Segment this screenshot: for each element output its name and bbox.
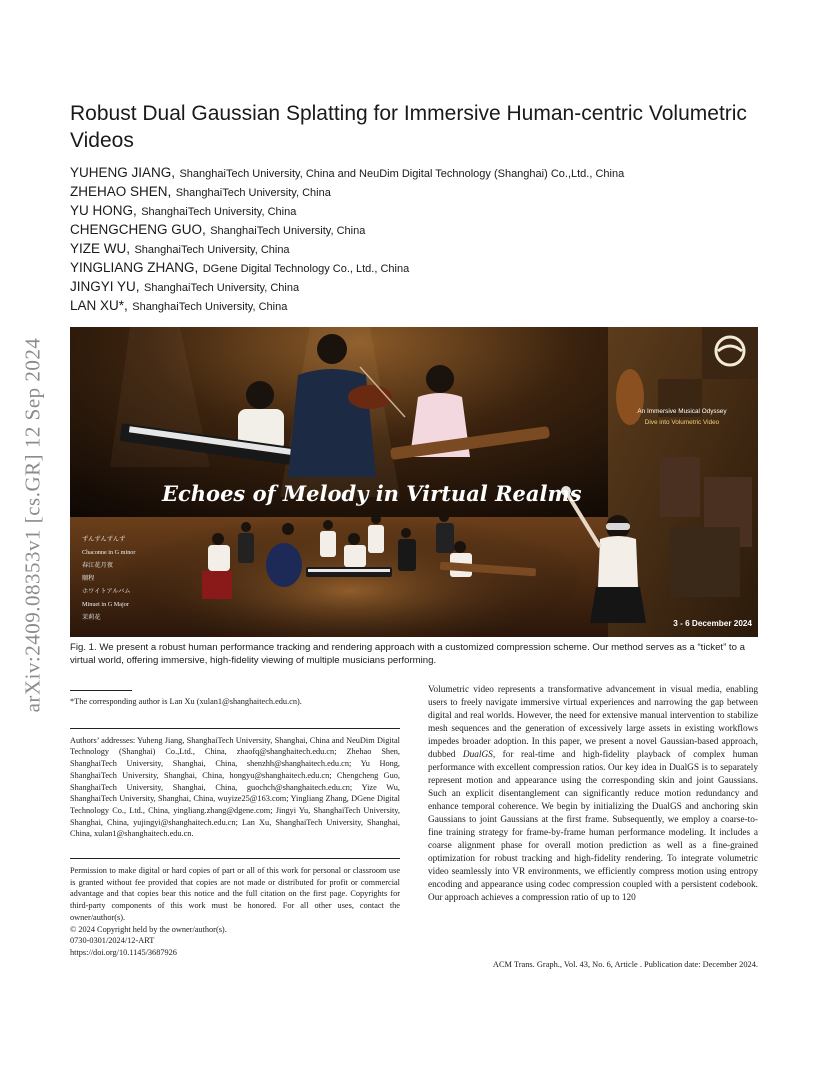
teaser-image xyxy=(70,327,758,637)
paper-title: Robust Dual Gaussian Splatting for Immersive Human-centric Volumetric Videos xyxy=(70,102,747,152)
teaser-banner-title: Echoes of Melody in Virtual Realms xyxy=(162,481,582,506)
separator-rule xyxy=(70,728,400,729)
abstract xyxy=(428,684,758,905)
author-entry xyxy=(70,220,770,239)
permission-notice: Permission to make digital or hard copies of part or all of this work for personal or classroom use is granted without fee provided that copies are not made or distributed for profit or commercial advantage and that copies bear this notice and the full citation on the first page. Copyrights for third-party components of this work must be honored. For all other uses, contact the owner/author(s). xyxy=(70,866,400,922)
front-matter-notes xyxy=(70,690,400,959)
author-affiliation: ShanghaiTech University, China xyxy=(175,187,331,199)
author-name: CHENGCHENG GUO, xyxy=(70,222,206,237)
page-footer: ACM Trans. Graph., Vol. 43, No. 6, Article . Publication date: December 2024. xyxy=(492,960,758,969)
doi-link[interactable]: https://doi.org/10.1145/3687926 xyxy=(70,947,177,957)
teaser-figure xyxy=(70,327,758,637)
setlist-item: 茉莉花 xyxy=(82,614,101,621)
author-entry xyxy=(70,239,770,258)
figure-caption xyxy=(70,641,760,667)
author-entry xyxy=(70,258,770,277)
author-name: YIZE WU, xyxy=(70,241,130,256)
issn-line: 0730-0301/2024/12-ART xyxy=(70,936,155,946)
author-affiliation: ShanghaiTech University, China xyxy=(134,244,290,256)
separator-rule xyxy=(70,858,400,859)
author-entry xyxy=(70,182,770,201)
method-name: DualGS xyxy=(462,750,493,760)
author-entry xyxy=(70,163,770,182)
abstract-text: Volumetric video represents a transformative advancement in visual media, enabling users to freely navigate immersive virtual experiences and narrowing the gap between digital and real worlds. However, the need for extensive manual intervention to stabilize mesh sequences and the generation of excessively large assets in existing workflows impedes broader adoption. In this paper, we present a novel Gaussian-based approach, dubbed xyxy=(428,685,758,760)
setlist-item: 春江花月夜 xyxy=(82,562,113,569)
author-name: JINGYI YU, xyxy=(70,279,140,294)
figure-caption-text: We present a robust human performance tracking and rendering approach with a customized compression scheme. Our method serves as a “ticket” to a virtual world, offering immersive, high-fidelity viewing of multiple musicians performing. xyxy=(70,642,745,666)
figure-label: Fig. 1. xyxy=(70,642,97,653)
author-list xyxy=(70,163,770,315)
author-affiliation: ShanghaiTech University, China xyxy=(143,282,300,294)
author-affiliation: ShanghaiTech University, China xyxy=(132,301,288,313)
author-entry xyxy=(70,296,770,315)
author-name: ZHEHAO SHEN, xyxy=(70,184,172,199)
author-name: YUHENG JIANG, xyxy=(70,165,176,180)
corresponding-author-note: *The corresponding author is Lan Xu (xulan1@shanghaitech.edu.cn). xyxy=(70,697,302,706)
setlist-item: Chaconne in G minor xyxy=(82,549,136,556)
setlist-item: 顺程 xyxy=(82,575,95,582)
setlist-item: ホワイトアルバム xyxy=(82,588,131,595)
arxiv-identifier xyxy=(8,290,58,760)
abstract-text: , for real-time and high-fidelity playback of complex human performance with excellent compression ratios. Our key idea in DualGS is to separately represent motion and appearance using the corresponding skin and joint Gaussians. Such an explicit disentanglement can significantly reduce motion redundancy and enhance temporal coherence. We begin by initializing the DualGS and anchoring skin Gaussians to joint Gaussians at the first frame. Subsequently, we employ a coarse-to-fine training strategy for frame-by-frame human performance modeling. It includes a coarse alignment phase for overall motion prediction as well as a fine-grained optimization for robust tracking and high-fidelity rendering. To integrate volumetric video seamlessly into VR environments, we efficiently compress motion using entropy encoding and appearance using codec compression coupled with a persistent codebook. Our approach achieves a compression ratio of up to 120 xyxy=(428,750,759,903)
author-entry xyxy=(70,201,770,220)
author-name: LAN XU*, xyxy=(70,298,128,313)
copyright-line: © 2024 Copyright held by the owner/author(s). xyxy=(70,924,227,934)
author-affiliation: ShanghaiTech University, China xyxy=(141,206,297,218)
footnote-rule xyxy=(70,690,132,691)
author-entry xyxy=(70,277,770,296)
author-name: YINGLIANG ZHANG, xyxy=(70,260,199,275)
author-name: YU HONG, xyxy=(70,203,137,218)
setlist-item: Minuet in G Major xyxy=(82,601,129,608)
author-affiliation: ShanghaiTech University, China and NeuDim Digital Technology (Shanghai) Co.,Ltd., China xyxy=(179,168,625,180)
author-addresses: Authors’ addresses: Yuheng Jiang, ShanghaiTech University, Shanghai, China and NeuDim Digital Technology (Shanghai) Co.,Ltd., China, zhaofq@shanghaitech.edu.cn; Zhehao Shen, ShanghaiTech University, Shanghai, China, shenzhh@shanghaitech.edu.cn; Yu Hong, ShanghaiTech University, Shanghai, China, hongyu@shanghaitech.edu.cn; Chengcheng Guo, ShanghaiTech University, Shanghai, China, guochch@shanghaitech.edu.cn; Yize Wu, ShanghaiTech University, Shanghai, China, wuyize25@163.com; Yingliang Zhang, DGene Digital Technology Co., Ltd., China, yingliang.zhang@dgene.com; Jingyi Yu, ShanghaiTech University, Shanghai, China, yujingyi@shanghaitech.edu.cn; Lan Xu, ShanghaiTech University, Shanghai, China, xulan1@shanghaitech.edu.cn. xyxy=(70,735,400,839)
teaser-date: 3 - 6 December 2024 xyxy=(673,619,752,628)
arxiv-identifier-text: arXiv:2409.08353v1 [cs.GR] 12 Sep 2024 xyxy=(20,337,45,713)
author-affiliation: DGene Digital Technology Co., Ltd., China xyxy=(202,263,410,275)
teaser-tagline-1: An Immersive Musical Odyssey xyxy=(637,408,727,415)
teaser-tagline-2: Dive into Volumetric Video xyxy=(644,419,720,426)
author-affiliation: ShanghaiTech University, China xyxy=(210,225,366,237)
setlist-item: ずんずんずんず xyxy=(82,536,126,543)
